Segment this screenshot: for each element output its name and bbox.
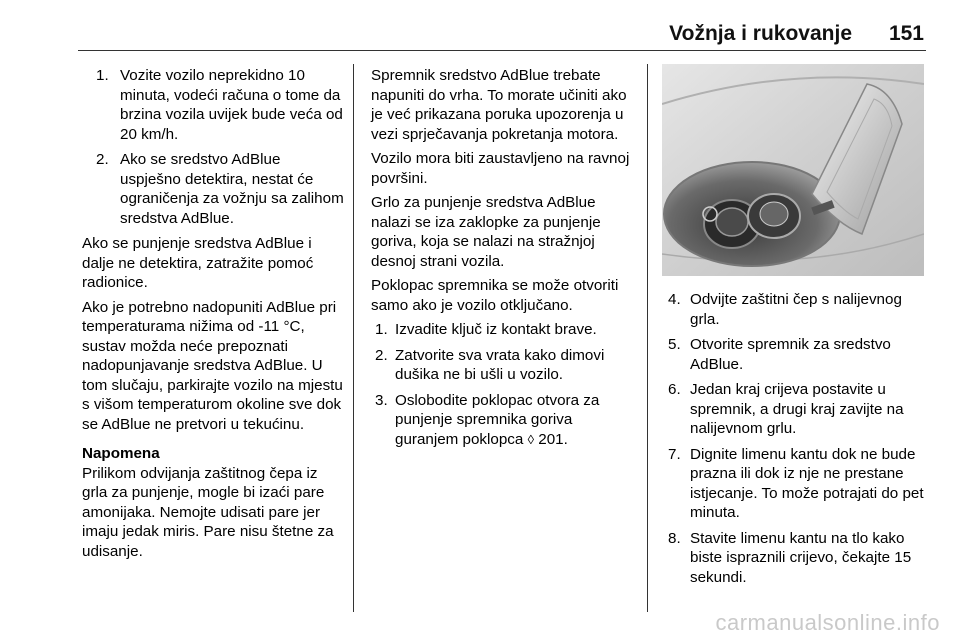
paragraph: Spremnik sredstvo AdBlue trebate napuniti do vrha. To morate učiniti ako je već prikazana poruka upozorenja u vezi sprječavanja pokretanja motora. [371,67,627,143]
fuel-filler-illustration [662,64,924,276]
note-heading: Napomena [82,445,160,462]
column-2 [371,66,635,455]
column-divider-1 [353,64,354,612]
list-item: 4. Odvijte zaštitni čep s nalijevnog grla. [668,291,902,328]
paragraph: Poklopac spremnika se može otvoriti samo ako je vozilo otključano. [371,277,619,314]
list-item: 3. Oslobodite poklopac otvora za punjenje spremnika goriva guranjem poklopca ◊ 201. [375,391,600,448]
list-item: 7. Dignite limenu kantu dok ne bude prazna ili dok iz nje ne prestane istjecanje. To može potrajati do pet minuta. [668,445,924,521]
steps-list-3 [668,290,930,587]
paragraph: Ako se punjenje sredstva AdBlue i dalje ne detektira, zatražite pomoć radionice. [82,235,314,291]
page-number: 151 [888,22,924,45]
list-item: 1. Izvadite ključ iz kontakt brave. [375,321,597,338]
list-item: 5. Otvorite spremnik za sredstvo AdBlue. [668,336,891,373]
paragraph: Vozilo mora biti zaustavljeno na ravnoj površini. [371,150,630,187]
page-reference-link[interactable]: 201. [538,430,568,448]
page-ref-arrow-icon: ◊ [527,431,535,447]
note-text: Prilikom odvijanja zaštitnog čepa iz grla za punjenje, mogle bi izaći pare amonijaka. Nemojte udisati pare jer imaju jedak miris. Pare nisu štetne za udisanje. [82,464,334,560]
list-item: 2. Zatvorite sva vrata kako dimovi dušika ne bi ušli u vozilo. [375,346,605,383]
list-item: 6. Jedan kraj crijeva postavite u spremnik, a drugi kraj zavijte na nalijevnom grlu. [668,381,904,437]
steps-list-2 [371,320,635,449]
list-item: 2. Ako se sredstvo AdBlue uspješno detektira, nestat će ograničenja za vožnju sa zalihom sredstva AdBlue. [96,151,344,227]
list-item: 8. Stavite limenu kantu na tlo kako biste ispraznili crijevo, čekajte 15 sekundi. [668,529,912,586]
fuel-filler-photo [662,64,924,276]
paragraph: Grlo za punjenje sredstva AdBlue nalazi se iza zaklopke za punjenje goriva, koja se nalazi na stražnjoj desnoj strani vozila. [371,194,601,270]
header-rule [78,50,926,51]
column-divider-2 [647,64,648,612]
section-title: Vožnja i rukovanje [669,22,852,45]
paragraph: Ako je potrebno nadopuniti AdBlue pri temperaturama nižima od -11 °C, sustav možda neće prepoznati nadopunjavanje sredstva AdBlue. U tom slučaju, parkirajte vozilo na mjestu s višom temperaturom okoline sve dok se AdBlue ne pretvori u tekućinu. [82,298,343,433]
steps-list-1 [82,66,344,228]
column-3 [668,290,930,593]
column-1 [82,66,344,566]
page-header [78,22,926,48]
watermark: carmanualsonline.info [715,610,940,635]
list-item: 1. Vozite vozilo neprekidno 10 minuta, vodeći računa o tome da brzina vozila uvijek bude veća od 20 km/h. [96,67,343,143]
